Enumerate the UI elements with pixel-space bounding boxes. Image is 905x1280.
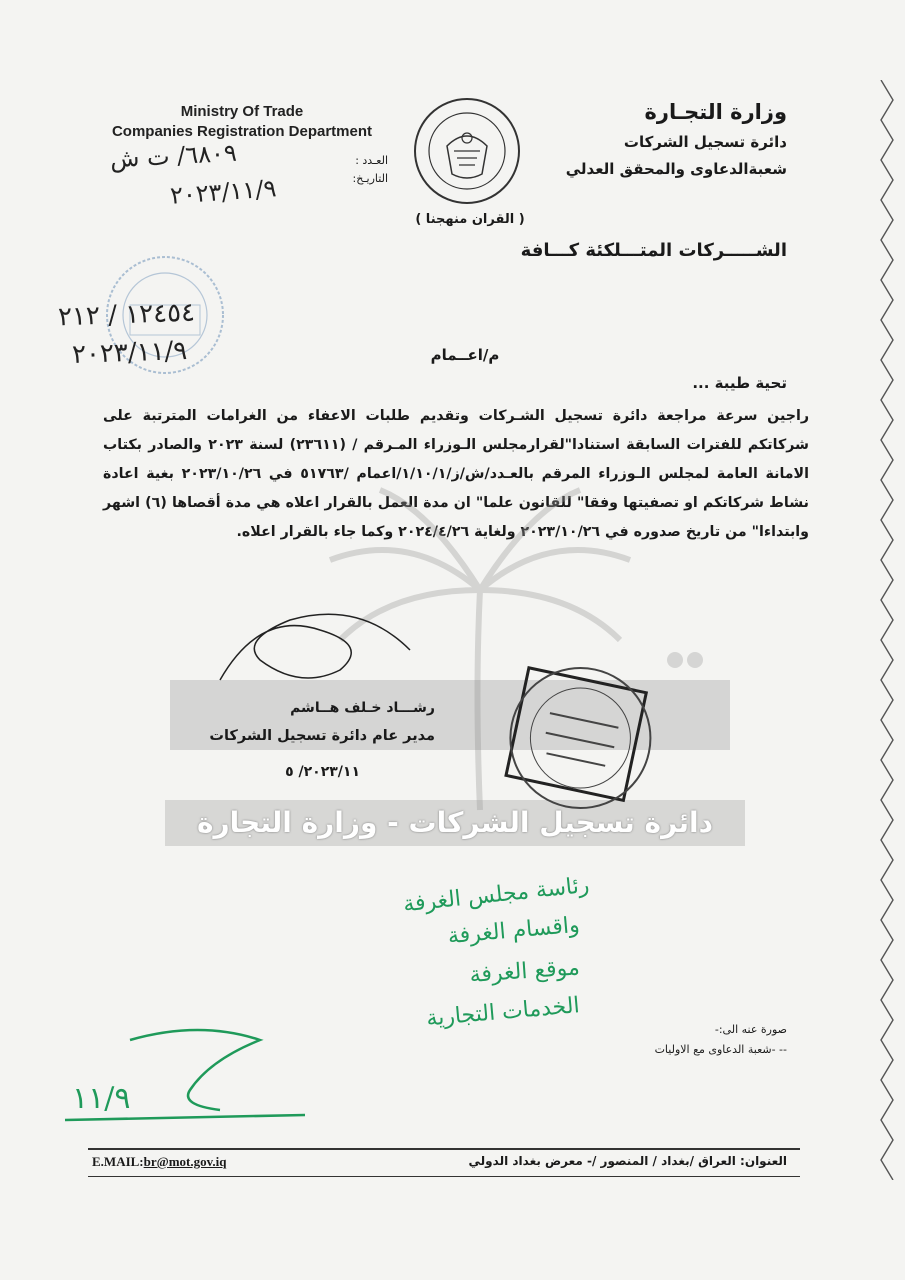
watermark-text: دائرة تسجيل الشركات - وزارة التجارة: [165, 800, 745, 846]
green-note-line-3: موقع الغرفة: [468, 955, 581, 988]
en-department: Companies Registration Department: [111, 123, 373, 140]
en-ministry: Ministry Of Trade: [180, 103, 304, 120]
cc-heading: صورة عنه الى:-: [714, 1023, 787, 1036]
green-signature-mark: [60, 1020, 310, 1130]
signature-scrawl: [200, 590, 420, 710]
ar-section: شعبةالدعاوى والمحقق العدلي: [565, 160, 787, 178]
incoming-date-handwritten: ٢٠٢٣/١١/٩: [71, 335, 188, 371]
footer-address: العنوان: العراق /بغداد / المنصور /- معرض بغداد الدولي: [468, 1154, 787, 1168]
signature-date: ٢٠٢٣/١١/ ٥: [285, 764, 360, 780]
email-link[interactable]: br@mot.gov.iq: [143, 1154, 227, 1169]
green-note-line-1: رئاسة مجلس الغرفة: [402, 872, 591, 918]
iraq-emblem-seal: [412, 96, 522, 206]
footer-divider-bottom: [88, 1176, 800, 1177]
footer-divider: [88, 1148, 800, 1150]
reference-labels: [318, 152, 388, 188]
decorative-border: [877, 80, 899, 1180]
arabic-letterhead: [527, 96, 787, 182]
incoming-number-handwritten: ١٢٤٥٤ / ٢١٢: [57, 297, 196, 333]
subject: م/اعــمام: [430, 346, 500, 364]
motto: ( القران منهجنا ): [415, 212, 525, 227]
addressee: الشـــــركات المتـــلكئة كـــافة: [520, 240, 787, 261]
ref-date-handwritten: ٢٠٢٣/١١/٩: [169, 174, 278, 210]
official-stamp: [490, 660, 670, 820]
label-number: العـدد :: [355, 154, 388, 167]
ar-department: دائرة تسجيل الشركات: [623, 133, 787, 151]
footer-email: [92, 1154, 227, 1170]
carbon-copy: [547, 1020, 787, 1060]
english-letterhead: [92, 102, 392, 142]
green-note-line-2: واقسام الغرفة: [446, 912, 581, 950]
cc-item: -- -شعبة الدعاوى مع الاوليات: [654, 1043, 787, 1056]
email-label: E.MAIL:: [92, 1154, 144, 1169]
label-date: التاريـخ:: [352, 172, 388, 185]
ar-ministry: وزارة التجـارة: [644, 100, 787, 124]
signatory-name: رشـــاد خـلف هــاشم: [290, 700, 435, 716]
ref-number-handwritten: ٦٨٠٩/ ت ش: [109, 138, 238, 174]
green-note-line-4: الخدمات التجارية: [425, 993, 581, 1032]
letter-body: راجين سرعة مراجعة دائرة تسجيل الشـركات وتقديم طلبات الاعفاء من الغرامات المترتبة على شركاتكم للفترات السابقة استنادا"لقرارمجلس الـوزراء المـرقم / (٢٣٦١١) لسنة ٢٠٢٣ والصادر بكتاب الامانة العامة لمجلس الـوزراء المرقم بالعـدد/ش/ز/١/١٠/١/اعمام /٥١٧٦٣ في ٢٠٢٣/١٠/٢٦ بغية اعادة نشاط شركاتكم او تصفيتها وفقا" للقانون علما" ان مدة العمل بالقرار اعلاه هي مدة أقصاها (٦) اشهر وابتداءا" من تاريخ صدوره في ٢٠٢٣/١٠/٢٦ ولغاية ٢٠٢٤/٤/٢٦ وكما جاء بالقرار اعلاه.: [103, 408, 809, 540]
greeting: تحية طيبة ...: [692, 374, 787, 392]
green-note-date: ١١/٩: [72, 1081, 131, 1116]
signatory-title: مدير عام دائرة تسجيل الشركات: [209, 728, 435, 744]
